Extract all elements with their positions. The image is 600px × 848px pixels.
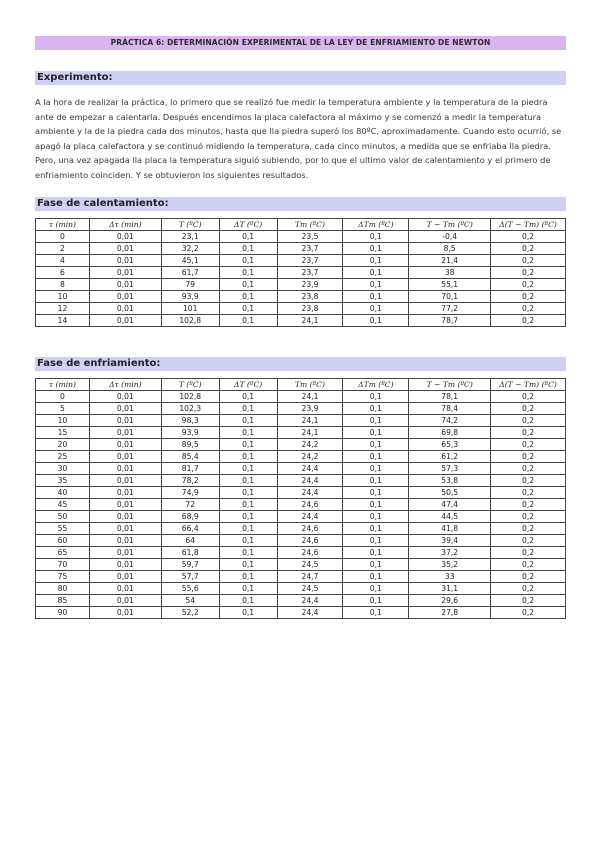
table-row — [36, 559, 566, 571]
table-cell: 0,1 — [219, 315, 277, 327]
table-cell: 0,1 — [343, 303, 409, 315]
table-cell: 61,2 — [409, 451, 491, 463]
table-cell: 0,1 — [219, 291, 277, 303]
table-cell: 0,1 — [219, 303, 277, 315]
table-cell: 0,1 — [343, 255, 409, 267]
table-cell: 74,9 — [161, 487, 219, 499]
cooling-header-row — [36, 379, 566, 391]
table-cell: -0,4 — [409, 231, 491, 243]
table-cell: 0,1 — [343, 391, 409, 403]
table-cell: 74,2 — [409, 415, 491, 427]
heating-col-header: T (ºC) — [161, 219, 219, 231]
table-cell: 0,1 — [219, 535, 277, 547]
table-cell: 0,1 — [343, 267, 409, 279]
table-cell: 24,6 — [277, 523, 343, 535]
table-cell: 8,5 — [409, 243, 491, 255]
table-cell: 24,4 — [277, 607, 343, 619]
table-cell: 25 — [36, 451, 90, 463]
table-cell: 0,1 — [219, 439, 277, 451]
table-cell: 0,01 — [89, 231, 161, 243]
table-cell: 20 — [36, 439, 90, 451]
table-cell: 0,2 — [491, 595, 566, 607]
table-cell: 0 — [36, 231, 90, 243]
table-cell: 24,1 — [277, 427, 343, 439]
table-cell: 0,1 — [343, 475, 409, 487]
table-cell: 0,01 — [89, 523, 161, 535]
table-cell: 0,1 — [219, 607, 277, 619]
table-cell: 0,01 — [89, 463, 161, 475]
table-cell: 0,2 — [491, 487, 566, 499]
table-cell: 47,4 — [409, 499, 491, 511]
table-row — [36, 303, 566, 315]
table-cell: 10 — [36, 415, 90, 427]
table-cell: 39,4 — [409, 535, 491, 547]
table-cell: 50,5 — [409, 487, 491, 499]
table-cell: 0,1 — [343, 415, 409, 427]
table-cell: 61,7 — [161, 267, 219, 279]
table-cell: 37,2 — [409, 547, 491, 559]
table-cell: 0,01 — [89, 279, 161, 291]
table-cell: 35 — [36, 475, 90, 487]
table-cell: 0,01 — [89, 303, 161, 315]
table-cell: 44,5 — [409, 511, 491, 523]
table-row — [36, 607, 566, 619]
table-cell: 0,1 — [219, 267, 277, 279]
table-cell: 24,5 — [277, 583, 343, 595]
table-cell: 0,1 — [343, 595, 409, 607]
table-cell: 30 — [36, 463, 90, 475]
table-row — [36, 415, 566, 427]
table-cell: 102,3 — [161, 403, 219, 415]
table-cell: 75 — [36, 571, 90, 583]
table-cell: 0,01 — [89, 439, 161, 451]
table-cell: 35,2 — [409, 559, 491, 571]
table-cell: 23,7 — [277, 255, 343, 267]
table-cell: 50 — [36, 511, 90, 523]
table-cell: 59,7 — [161, 559, 219, 571]
table-cell: 0,01 — [89, 451, 161, 463]
table-row — [36, 291, 566, 303]
table-cell: 0,1 — [343, 559, 409, 571]
table-cell: 0,01 — [89, 415, 161, 427]
heating-col-header: T − Tm (ºC) — [409, 219, 491, 231]
table-cell: 0,2 — [491, 427, 566, 439]
table-cell: 0,2 — [491, 439, 566, 451]
table-cell: 57,7 — [161, 571, 219, 583]
table-cell: 70 — [36, 559, 90, 571]
table-cell: 0,1 — [343, 535, 409, 547]
table-row — [36, 499, 566, 511]
table-cell: 0,1 — [343, 583, 409, 595]
table-cell: 45 — [36, 499, 90, 511]
table-cell: 78,4 — [409, 403, 491, 415]
table-cell: 78,7 — [409, 315, 491, 327]
cooling-heading: Fase de enfriamiento: — [35, 357, 566, 371]
table-cell: 0,01 — [89, 547, 161, 559]
table-cell: 0,01 — [89, 511, 161, 523]
table-cell: 0,1 — [343, 291, 409, 303]
table-cell: 0,01 — [89, 487, 161, 499]
table-cell: 0,2 — [491, 463, 566, 475]
table-cell: 32,2 — [161, 243, 219, 255]
table-row — [36, 279, 566, 291]
table-row — [36, 451, 566, 463]
cooling-col-header: T (ºC) — [161, 379, 219, 391]
table-cell: 65,3 — [409, 439, 491, 451]
cooling-table — [35, 378, 566, 619]
table-cell: 24,4 — [277, 595, 343, 607]
cooling-col-header: τ (min) — [36, 379, 90, 391]
table-cell: 0,1 — [343, 547, 409, 559]
table-cell: 85 — [36, 595, 90, 607]
table-cell: 0,1 — [343, 523, 409, 535]
table-cell: 0 — [36, 391, 90, 403]
table-cell: 0,2 — [491, 391, 566, 403]
table-cell: 64 — [161, 535, 219, 547]
table-cell: 0,1 — [219, 243, 277, 255]
cooling-body — [36, 391, 566, 619]
table-cell: 79 — [161, 279, 219, 291]
table-cell: 0,2 — [491, 267, 566, 279]
table-cell: 0,1 — [219, 523, 277, 535]
table-cell: 0,1 — [219, 255, 277, 267]
heating-col-header: ΔT (ºC) — [219, 219, 277, 231]
table-cell: 0,01 — [89, 607, 161, 619]
table-cell: 85,4 — [161, 451, 219, 463]
table-cell: 0,1 — [219, 451, 277, 463]
cooling-col-header: T − Tm (ºC) — [409, 379, 491, 391]
table-cell: 38 — [409, 267, 491, 279]
cooling-col-header: Δτ (min) — [89, 379, 161, 391]
table-cell: 0,1 — [219, 279, 277, 291]
table-cell: 53,8 — [409, 475, 491, 487]
table-cell: 24,6 — [277, 499, 343, 511]
table-cell: 0,2 — [491, 535, 566, 547]
table-row — [36, 463, 566, 475]
table-cell: 66,4 — [161, 523, 219, 535]
table-cell: 23,9 — [277, 279, 343, 291]
table-cell: 24,1 — [277, 391, 343, 403]
table-cell: 0,1 — [219, 583, 277, 595]
table-cell: 0,01 — [89, 595, 161, 607]
heating-heading: Fase de calentamiento: — [35, 197, 566, 211]
table-cell: 0,1 — [343, 315, 409, 327]
table-row — [36, 487, 566, 499]
table-cell: 69,8 — [409, 427, 491, 439]
table-cell: 24,4 — [277, 475, 343, 487]
table-cell: 0,01 — [89, 267, 161, 279]
table-cell: 24,6 — [277, 535, 343, 547]
table-cell: 24,4 — [277, 463, 343, 475]
table-cell: 29,6 — [409, 595, 491, 607]
table-cell: 52,2 — [161, 607, 219, 619]
table-cell: 101 — [161, 303, 219, 315]
table-row — [36, 439, 566, 451]
table-cell: 31,1 — [409, 583, 491, 595]
table-cell: 0,2 — [491, 583, 566, 595]
table-row — [36, 511, 566, 523]
table-cell: 24,1 — [277, 315, 343, 327]
table-cell: 93,9 — [161, 291, 219, 303]
table-cell: 0,2 — [491, 475, 566, 487]
table-cell: 0,2 — [491, 279, 566, 291]
table-cell: 0,1 — [343, 231, 409, 243]
table-cell: 0,01 — [89, 535, 161, 547]
table-cell: 70,1 — [409, 291, 491, 303]
table-row — [36, 595, 566, 607]
table-cell: 98,3 — [161, 415, 219, 427]
table-row — [36, 315, 566, 327]
table-cell: 40 — [36, 487, 90, 499]
table-row — [36, 571, 566, 583]
table-cell: 33 — [409, 571, 491, 583]
table-cell: 0,2 — [491, 255, 566, 267]
heating-col-header: τ (min) — [36, 219, 90, 231]
table-row — [36, 255, 566, 267]
table-cell: 24,4 — [277, 487, 343, 499]
table-cell: 10 — [36, 291, 90, 303]
table-cell: 0,01 — [89, 243, 161, 255]
table-cell: 78,1 — [409, 391, 491, 403]
cooling-col-header: ΔT (ºC) — [219, 379, 277, 391]
table-cell: 80 — [36, 583, 90, 595]
table-row — [36, 267, 566, 279]
table-cell: 0,1 — [219, 595, 277, 607]
table-cell: 23,7 — [277, 243, 343, 255]
table-row — [36, 475, 566, 487]
table-row — [36, 403, 566, 415]
table-cell: 0,01 — [89, 403, 161, 415]
table-cell: 41,8 — [409, 523, 491, 535]
table-cell: 0,2 — [491, 231, 566, 243]
table-cell: 0,01 — [89, 427, 161, 439]
table-cell: 90 — [36, 607, 90, 619]
table-cell: 0,1 — [219, 391, 277, 403]
table-cell: 65 — [36, 547, 90, 559]
table-cell: 23,8 — [277, 303, 343, 315]
experiment-paragraph: A la hora de realizar la práctica, lo primero que se realizó fue medir la temperatura ambiente y la temperatura de la piedra ante de empezar a calentarla. Después encendimos la placa calefactora al máximo y se comenzó a medir la temperatura ambiente y la de la piedra cada dos minutos, hasta que lla piedra superó los 80ºC, aproximadamente. Cuando esto ocurrió, se apagó la placa calefactora y se continuó midiendo la temperatura, cada cinco minutos, a medida que se enfriaba lla piedra. Pero, una vez apagada lla placa la temperatura siguió subiendo, por lo que el ultimo valor de calentamiento y el primero de enfriamiento coinciden. Y se obtuvieron los siguientes resultados. — [35, 97, 562, 180]
table-cell: 0,01 — [89, 559, 161, 571]
table-cell: 0,1 — [219, 427, 277, 439]
table-cell: 0,2 — [491, 415, 566, 427]
table-cell: 15 — [36, 427, 90, 439]
heating-header-row — [36, 219, 566, 231]
table-row — [36, 583, 566, 595]
table-cell: 102,8 — [161, 391, 219, 403]
table-cell: 0,01 — [89, 315, 161, 327]
heating-col-header: Δ(T − Tm) (ºC) — [491, 219, 566, 231]
table-cell: 24,4 — [277, 511, 343, 523]
table-cell: 45,1 — [161, 255, 219, 267]
table-cell: 0,2 — [491, 511, 566, 523]
table-cell: 72 — [161, 499, 219, 511]
table-cell: 0,01 — [89, 583, 161, 595]
table-cell: 0,1 — [219, 559, 277, 571]
table-cell: 0,2 — [491, 499, 566, 511]
table-cell: 0,01 — [89, 391, 161, 403]
table-cell: 0,01 — [89, 571, 161, 583]
table-cell: 0,1 — [343, 439, 409, 451]
table-cell: 23,9 — [277, 403, 343, 415]
table-cell: 24,2 — [277, 451, 343, 463]
table-cell: 0,1 — [343, 511, 409, 523]
table-cell: 0,1 — [219, 547, 277, 559]
table-cell: 4 — [36, 255, 90, 267]
table-cell: 0,1 — [219, 487, 277, 499]
table-cell: 0,1 — [219, 403, 277, 415]
table-cell: 23,7 — [277, 267, 343, 279]
table-cell: 55 — [36, 523, 90, 535]
table-row — [36, 231, 566, 243]
table-cell: 0,2 — [491, 607, 566, 619]
table-cell: 0,2 — [491, 315, 566, 327]
table-cell: 0,01 — [89, 291, 161, 303]
table-cell: 60 — [36, 535, 90, 547]
table-cell: 102,8 — [161, 315, 219, 327]
table-cell: 61,8 — [161, 547, 219, 559]
table-cell: 89,5 — [161, 439, 219, 451]
table-cell: 6 — [36, 267, 90, 279]
table-cell: 24,6 — [277, 547, 343, 559]
table-cell: 0,2 — [491, 559, 566, 571]
table-cell: 55,6 — [161, 583, 219, 595]
table-cell: 0,1 — [219, 511, 277, 523]
table-cell: 0,1 — [219, 475, 277, 487]
heating-col-header: Δτ (min) — [89, 219, 161, 231]
table-row — [36, 243, 566, 255]
table-cell: 55,1 — [409, 279, 491, 291]
table-cell: 0,2 — [491, 403, 566, 415]
table-cell: 0,2 — [491, 243, 566, 255]
table-cell: 0,1 — [219, 463, 277, 475]
table-cell: 0,1 — [343, 463, 409, 475]
table-cell: 0,1 — [343, 279, 409, 291]
table-cell: 0,1 — [219, 499, 277, 511]
table-cell: 0,1 — [343, 451, 409, 463]
table-cell: 0,01 — [89, 475, 161, 487]
table-cell: 8 — [36, 279, 90, 291]
table-cell: 24,7 — [277, 571, 343, 583]
heating-col-header: ΔTm (ºC) — [343, 219, 409, 231]
table-row — [36, 427, 566, 439]
table-cell: 23,5 — [277, 231, 343, 243]
table-cell: 0,2 — [491, 523, 566, 535]
table-cell: 0,1 — [219, 571, 277, 583]
table-cell: 24,5 — [277, 559, 343, 571]
table-cell: 0,01 — [89, 499, 161, 511]
table-cell: 24,2 — [277, 439, 343, 451]
table-cell: 27,8 — [409, 607, 491, 619]
table-cell: 2 — [36, 243, 90, 255]
experiment-heading: Experimento: — [35, 71, 566, 85]
heating-body — [36, 231, 566, 327]
table-cell: 68,9 — [161, 511, 219, 523]
table-cell: 0,1 — [343, 427, 409, 439]
cooling-col-header: Δ(T − Tm) (ºC) — [491, 379, 566, 391]
table-cell: 0,2 — [491, 303, 566, 315]
page-title: PRÁCTICA 6: DETERMINACIÓN EXPERIMENTAL DE LA LEY DE ENFRIAMIENTO DE NEWTON — [35, 36, 566, 50]
table-cell: 5 — [36, 403, 90, 415]
table-cell: 0,1 — [343, 571, 409, 583]
table-cell: 77,2 — [409, 303, 491, 315]
table-cell: 0,1 — [343, 499, 409, 511]
table-row — [36, 523, 566, 535]
cooling-col-header: ΔTm (ºC) — [343, 379, 409, 391]
table-cell: 0,1 — [343, 403, 409, 415]
table-cell: 24,1 — [277, 415, 343, 427]
table-cell: 14 — [36, 315, 90, 327]
table-cell: 57,3 — [409, 463, 491, 475]
table-row — [36, 547, 566, 559]
table-cell: 0,1 — [219, 231, 277, 243]
table-cell: 0,2 — [491, 547, 566, 559]
table-cell: 54 — [161, 595, 219, 607]
table-cell: 21,4 — [409, 255, 491, 267]
table-row — [36, 391, 566, 403]
table-cell: 0,1 — [343, 607, 409, 619]
table-cell: 0,2 — [491, 571, 566, 583]
table-cell: 0,2 — [491, 291, 566, 303]
table-cell: 23,8 — [277, 291, 343, 303]
table-cell: 93,9 — [161, 427, 219, 439]
table-cell: 0,01 — [89, 255, 161, 267]
heating-col-header: Tm (ºC) — [277, 219, 343, 231]
table-cell: 0,1 — [343, 243, 409, 255]
table-cell: 0,2 — [491, 451, 566, 463]
cooling-col-header: Tm (ºC) — [277, 379, 343, 391]
table-row — [36, 535, 566, 547]
table-cell: 0,1 — [219, 415, 277, 427]
heating-table — [35, 218, 566, 327]
table-cell: 12 — [36, 303, 90, 315]
table-cell: 78,2 — [161, 475, 219, 487]
table-cell: 0,1 — [343, 487, 409, 499]
table-cell: 23,1 — [161, 231, 219, 243]
table-cell: 81,7 — [161, 463, 219, 475]
